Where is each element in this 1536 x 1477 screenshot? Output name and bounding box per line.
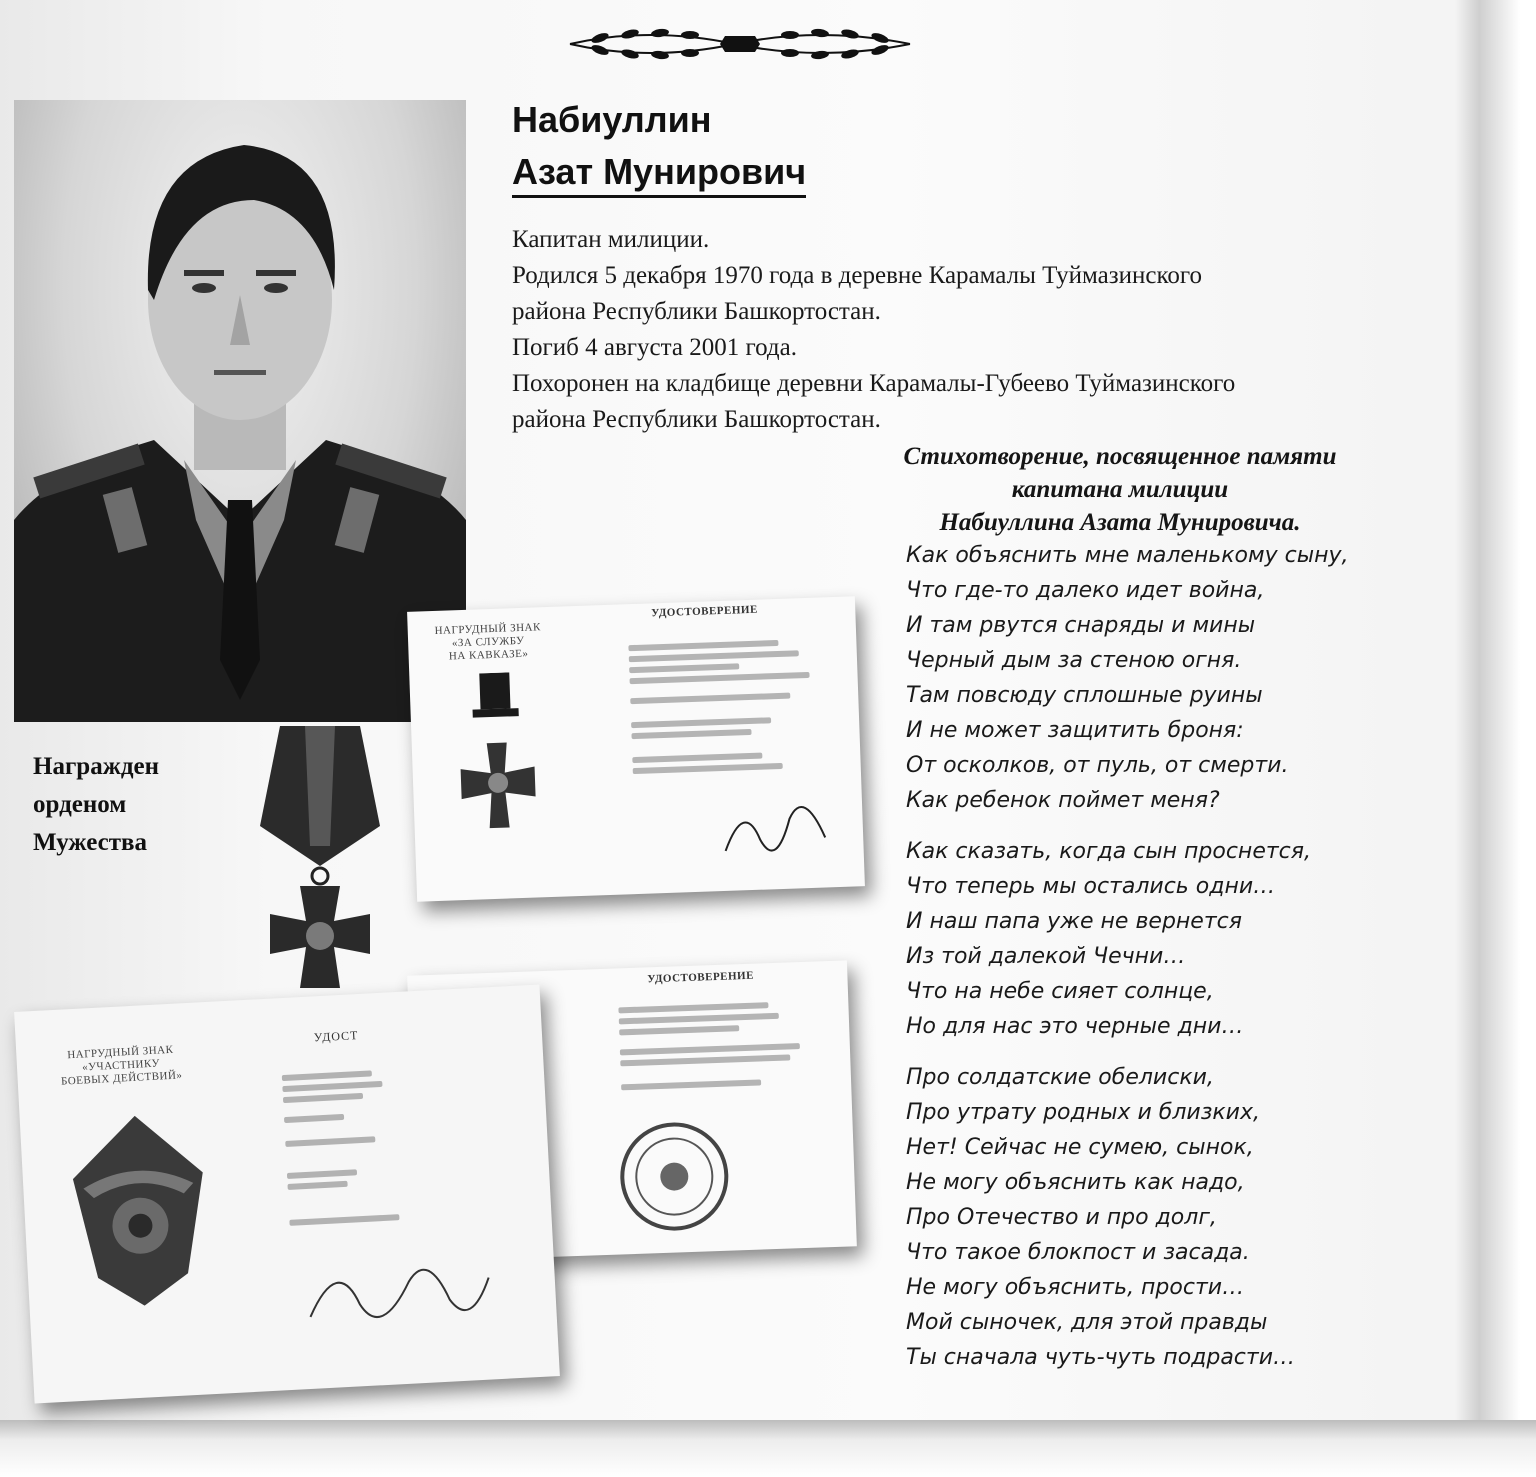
poem bbox=[906, 538, 1349, 1391]
poem-line: Не могу объяснить как надо, bbox=[906, 1170, 1245, 1195]
officer-portrait-icon bbox=[14, 100, 466, 722]
poem-stanza bbox=[906, 1060, 1349, 1375]
certificate-title: УДОСТОВЕРЕНИЕ bbox=[651, 603, 759, 620]
poem-title-line: капитана милиции bbox=[1011, 476, 1229, 503]
person-name bbox=[512, 94, 806, 198]
poem-line: Не могу объяснить, прости… bbox=[906, 1275, 1245, 1300]
poem-title-line: Стихотворение, посвященное памяти bbox=[903, 443, 1337, 470]
poem-line: Но для нас это черные дни… bbox=[906, 1014, 1244, 1039]
certificate-combat-participant bbox=[14, 985, 560, 1404]
bio-line: Капитан милиции. bbox=[512, 226, 710, 253]
poem-line: От осколков, от пуль, от смерти. bbox=[906, 753, 1289, 778]
poem-title-line: Набиуллина Азата Мунировича. bbox=[939, 509, 1301, 536]
award-line: Награжден bbox=[33, 753, 159, 780]
poem-line: Что где-то далеко идет война, bbox=[906, 578, 1265, 603]
poem-line: Ты сначала чуть-чуть подрасти… bbox=[906, 1345, 1296, 1370]
poem-line: Из той далекой Чечни… bbox=[906, 944, 1186, 969]
poem-line: Как сказать, когда сын проснется, bbox=[906, 839, 1311, 864]
poem-stanza bbox=[906, 538, 1349, 818]
certificate-text-lines bbox=[628, 633, 833, 779]
poem-line: Там повсюду сплошные руины bbox=[906, 683, 1263, 708]
poem-line: Мой сыночек, для этой правды bbox=[906, 1310, 1268, 1335]
bio-line: района Республики Башкортостан. bbox=[512, 298, 881, 325]
name-given: Азат Мунирович bbox=[512, 149, 806, 198]
award-caption bbox=[33, 748, 159, 862]
scan-right-edge bbox=[1455, 0, 1536, 1477]
poem-line: Что теперь мы остались одни… bbox=[906, 874, 1276, 899]
poem-line: И там рвутся снаряды и мины bbox=[906, 613, 1256, 638]
bio-line: Погиб 4 августа 2001 года. bbox=[512, 334, 797, 361]
badge-label-line: «УЧАСТНИКУ bbox=[81, 1057, 161, 1074]
certificate-title: УДОСТОВЕРЕНИЕ bbox=[647, 969, 755, 986]
badge-label-line: НАГРУДНЫЙ ЗНАК bbox=[434, 621, 542, 637]
caucasus-badge-icon bbox=[449, 671, 545, 834]
laurel-ornament-icon bbox=[560, 22, 920, 66]
poem-line: Как ребенок поймет меня? bbox=[906, 788, 1220, 813]
poem-line: Черный дым за стеною огня. bbox=[906, 648, 1242, 673]
bio-line: района Республики Башкортостан. bbox=[512, 406, 881, 433]
award-line: орденом bbox=[33, 791, 127, 818]
award-line: Мужества bbox=[33, 829, 148, 856]
poem-title bbox=[820, 440, 1420, 539]
poem-line: Что такое блокпост и засада. bbox=[906, 1240, 1250, 1265]
portrait-photo bbox=[14, 100, 466, 722]
poem-line: Как объяснить мне маленькому сыну, bbox=[906, 543, 1349, 568]
poem-line: Нет! Сейчас не сумею, сынок, bbox=[906, 1135, 1254, 1160]
badge-label bbox=[428, 621, 549, 664]
poem-line: Про Отечество и про долг, bbox=[906, 1205, 1217, 1230]
bio-line: Родился 5 декабря 1970 года в деревне Карамалы Туймазинского bbox=[512, 262, 1203, 289]
certificate-text-lines bbox=[282, 1060, 490, 1231]
badge-label-line: НА КАВКАЗЕ» bbox=[448, 647, 529, 663]
poem-line: И наш папа уже не вернется bbox=[906, 909, 1242, 934]
poem-line: Про утрату родных и близких, bbox=[906, 1100, 1260, 1125]
name-surname: Набиуллин bbox=[512, 99, 712, 140]
scan-bottom-edge bbox=[0, 1420, 1536, 1477]
badge-label-line: «ЗА СЛУЖБУ bbox=[451, 634, 525, 650]
combat-participant-badge-icon bbox=[60, 1112, 220, 1310]
signature-icon bbox=[714, 787, 837, 871]
certificate-text-lines bbox=[618, 995, 821, 1095]
biography bbox=[512, 222, 1452, 438]
badge-label-line: НАГРУДНЫЙ ЗНАК bbox=[67, 1043, 174, 1062]
certificate-title-partial: УДОСТ bbox=[313, 1028, 359, 1045]
badge-label bbox=[30, 1042, 212, 1090]
poem-line: И не может защитить броня: bbox=[906, 718, 1244, 743]
order-of-courage-medal-icon bbox=[250, 726, 390, 996]
badge-label-line: БОЕВЫХ ДЕЙСТВИЙ» bbox=[60, 1069, 183, 1088]
poem-line: Про солдатские обелиски, bbox=[906, 1065, 1214, 1090]
certificate-caucasus-service bbox=[407, 596, 865, 901]
poem-stanza bbox=[906, 834, 1349, 1044]
official-stamp-icon bbox=[612, 1115, 736, 1239]
bio-line: Похоронен на кладбище деревни Карамалы-Губеево Туймазинского bbox=[512, 370, 1236, 397]
signature-icon bbox=[297, 1237, 502, 1347]
poem-line: Что на небе сияет солнце, bbox=[906, 979, 1214, 1004]
